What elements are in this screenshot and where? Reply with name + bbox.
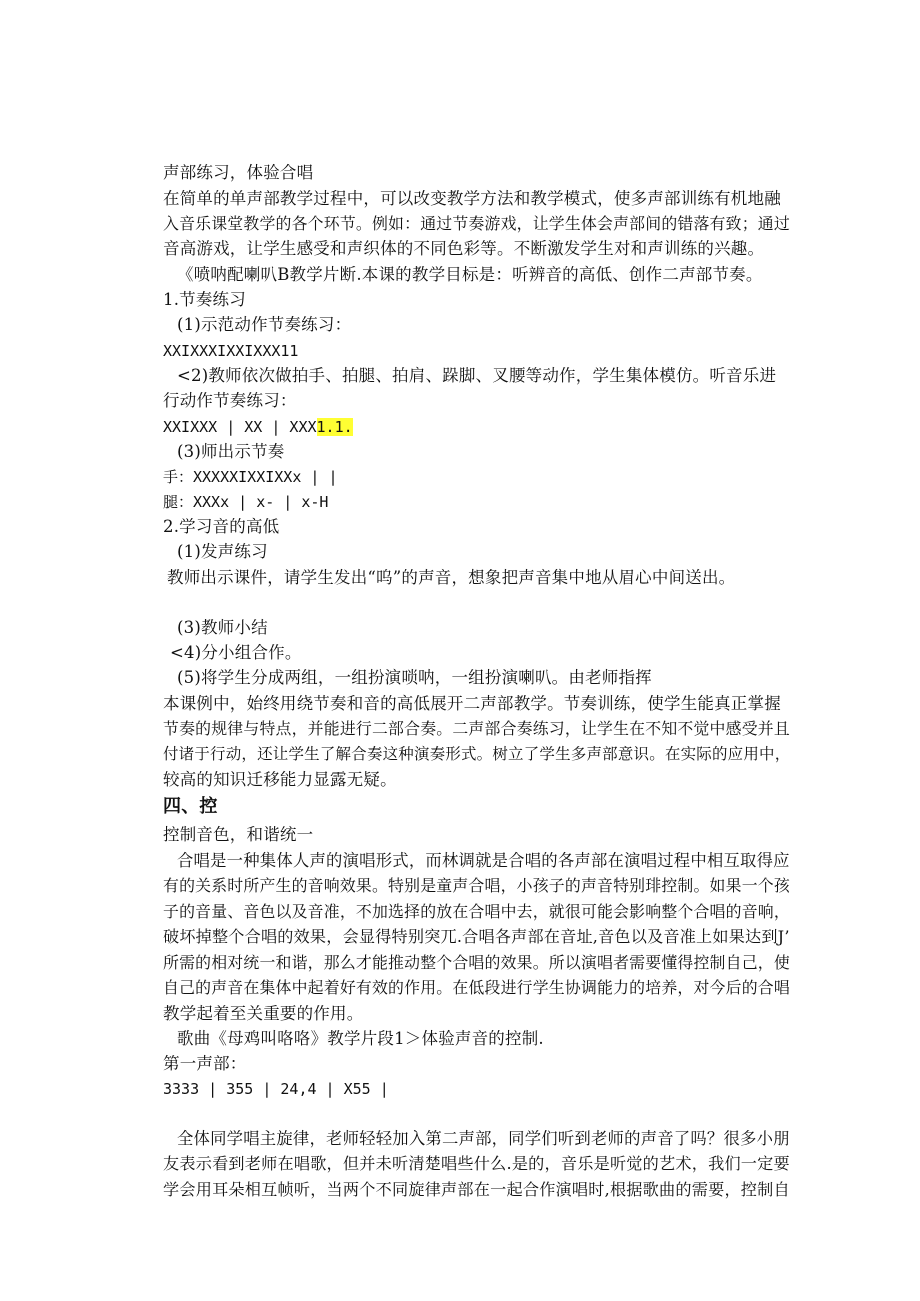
- rhythm-notation: XXIXXXIXXIXXX11: [163, 342, 299, 360]
- paragraph-line: 教学起着至关重要的作用。: [163, 1004, 364, 1023]
- paragraph-line: 有的关系时所产生的音响效果。特别是童声合唱，小孩子的声音特别琲控制。如果一个孩: [163, 876, 790, 895]
- paragraph-line: 音高游戏，让学生感受和声织体的不同色彩等。不断激发学生对和声训练的兴趣。: [163, 239, 765, 258]
- list-item: (1)发声练习: [177, 542, 268, 561]
- paragraph-line: 子的音量、音色以及音准，不加选择的放在合唱中去，就很可能会影响整个合唱的音响，: [163, 902, 790, 921]
- paragraph-line: 所需的相对统一和谐，那么才能推动整个合唱的效果。所以演唱者需要懂得控制自己，使: [163, 953, 790, 972]
- list-item: (3)师出示节奏: [177, 442, 285, 461]
- list-item: (1)示范动作节奏练习：: [177, 315, 352, 334]
- list-item: (5)将学生分成两组，一组扮演唢呐，一组扮演喇叭。由老师指挥: [177, 668, 652, 687]
- paragraph-line: 《喷呐配喇叭B教学片断.本课的教学目标是：听辨音的高低、创作二声部节奏。: [177, 265, 763, 284]
- paragraph-line: 较高的知识迁移能力显露无疑。: [163, 770, 397, 789]
- list-item: <4)分小组合作。: [170, 643, 302, 662]
- section-subtitle-vocal-practice: 声部练习，体验合唱: [163, 163, 314, 182]
- paragraph-line: 教师出示课件，请学生发出“呜”的声音，想象把声音集中地从眉心中间送出。: [167, 568, 736, 587]
- section-heading: 四、控: [163, 796, 218, 817]
- melody-notation: 3333 | 355 | 24,4 | X55 |: [163, 1080, 389, 1098]
- paragraph-line: 歌曲《母鸡叫咯咯》教学片段1＞体验声音的控制.: [177, 1029, 544, 1048]
- paragraph-line: 合唱是一种集体人声的演唱形式，而林调就是合唱的各声部在演唱过程中相互取得应: [177, 851, 790, 870]
- list-heading: 2.学习音的高低: [163, 517, 280, 536]
- list-item: <2)教师依次做拍手、拍腿、拍肩、跺脚、叉腰等动作，学生集体模仿。听音乐进: [177, 366, 777, 385]
- part-label: 第一声部：: [163, 1054, 247, 1073]
- paragraph-line: 本课例中，始终用绕节奏和音的高低展开二声部教学。节奏训练，使学生能真正掌握: [163, 694, 781, 713]
- paragraph-line: 节奏的规律与特点，并能进行二部合奏。二声部合奏练习，让学生在不知不觉中感受并且: [163, 719, 790, 738]
- highlighted-text: 1.1.: [316, 418, 353, 436]
- rhythm-notation: [163, 416, 353, 438]
- paragraph-line: 破坏掉整个合唱的效果，会显得特别突兀.合唱各声部在音址,音色以及音准上如果达到J’: [163, 927, 790, 946]
- list-heading: 1.节奏练习: [163, 290, 246, 309]
- paragraph-line: 全体同学唱主旋律，老师轻轻加入第二声部，同学们听到老师的声音了吗？很多小朋: [177, 1129, 790, 1148]
- list-item: (3)教师小结: [177, 618, 268, 637]
- rhythm-notation-hand: 手：XXXXXIXXIXXx | |: [163, 468, 338, 486]
- rhythm-text: XXIXXX | XX | XXX: [163, 418, 317, 436]
- paragraph-line: 友表示看到老师在唱歌，但并未听清楚唱些什么.是的，音乐是听觉的艺术，我们一定要: [163, 1154, 790, 1173]
- paragraph-line: 自己的声音在集体中起着好有效的作用。在低段进行学生协调能力的培养，对今后的合唱: [163, 978, 790, 997]
- paragraph-line: 在简单的单声部教学过程中，可以改变教学方法和教学模式，使多声部训练有机地融: [163, 189, 781, 208]
- paragraph-line: 行动作节奏练习：: [163, 391, 297, 410]
- section-subtitle-control-timbre: 控制音色，和谐统一: [163, 825, 314, 844]
- rhythm-notation-leg: 腿：XXXx | x- | x-H: [163, 493, 329, 511]
- paragraph-line: 入音乐课堂教学的各个环节。例如：通过节奏游戏，让学生体会声部间的错落有致；通过: [163, 214, 790, 233]
- paragraph-line: 付诸于行动，还让学生了解合奏这种演奏形式。树立了学生多声部意识。在实际的应用中，: [163, 745, 791, 763]
- paragraph-line: 学会用耳朵相互帧听，当两个不同旋律声部在一起合作演唱时,根据歌曲的需要，控制自: [163, 1180, 790, 1199]
